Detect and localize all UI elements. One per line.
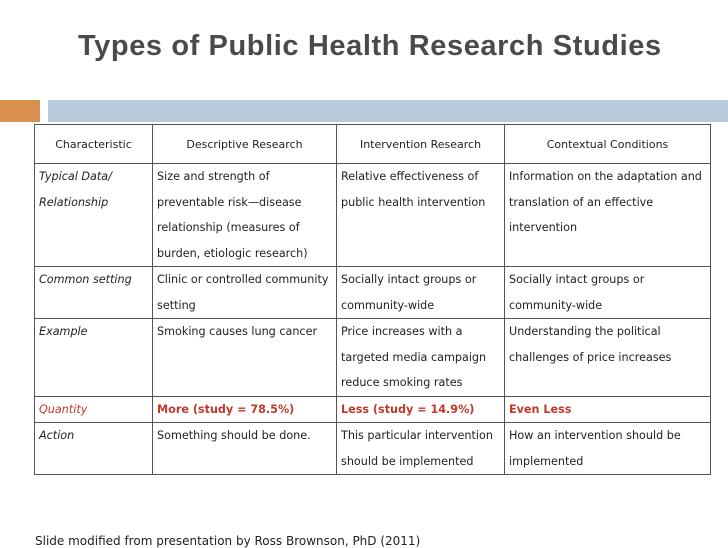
- header-characteristic: Characteristic: [35, 125, 153, 164]
- accent-bar: [0, 100, 40, 122]
- table-cell: [505, 164, 711, 267]
- slide-footer-credit: Slide modified from presentation by Ross Brownson, PhD (2011): [35, 534, 421, 548]
- cell-text: Clinic or controlled community setting: [157, 273, 329, 312]
- cell-text: Understanding the political challenges of price increases: [509, 325, 672, 364]
- cell-text: Quantity: [39, 402, 88, 416]
- header-contextual-conditions: Contextual Conditions: [505, 125, 711, 164]
- table-row-typical-data: [35, 164, 711, 267]
- slide-title: Types of Public Health Research Studies: [78, 30, 662, 62]
- cell-text: Relative effectiveness of public health intervention: [341, 170, 486, 209]
- cell-text: Something should be done.: [157, 429, 311, 442]
- cell-text: Even Less: [509, 402, 572, 416]
- cell-text: More (study = 78.5%): [157, 402, 295, 416]
- table-cell: [505, 396, 711, 423]
- table-row-quantity: [35, 396, 711, 423]
- table-cell: [153, 396, 337, 423]
- cell-text: Smoking causes lung cancer: [157, 325, 318, 338]
- table-cell: [337, 267, 505, 319]
- table-cell: [153, 319, 337, 397]
- cell-text: Less (study = 14.9%): [341, 402, 475, 416]
- table-cell: [153, 164, 337, 267]
- research-types-table: [34, 124, 711, 475]
- table-cell: [337, 164, 505, 267]
- cell-text: Typical Data/ Relationship: [39, 170, 112, 209]
- divider-gap: [40, 100, 48, 122]
- table-cell: [337, 319, 505, 397]
- header-descriptive-research: Descriptive Research: [153, 125, 337, 164]
- cell-text: Price increases with a targeted media campaign reduce smoking rates: [341, 325, 487, 389]
- cell-text: Example: [39, 325, 88, 338]
- row-label: [35, 267, 153, 319]
- table-cell: [505, 319, 711, 397]
- row-label: [35, 396, 153, 423]
- table-cell: [153, 267, 337, 319]
- row-label: [35, 423, 153, 475]
- cell-text: Socially intact groups or community-wide: [509, 273, 645, 312]
- table-row-common-setting: [35, 267, 711, 319]
- table-cell: [505, 267, 711, 319]
- cell-text: How an intervention should be implemented: [509, 429, 681, 468]
- table-cell: [337, 423, 505, 475]
- cell-text: Common setting: [39, 273, 132, 286]
- row-label: [35, 319, 153, 397]
- title-rule-bar: [48, 100, 728, 122]
- table-cell: [505, 423, 711, 475]
- table-header-row: [35, 125, 711, 164]
- cell-text: This particular intervention should be implemented: [341, 429, 493, 468]
- cell-text: Size and strength of preventable risk—disease relationship (measures of burden, etiologic research): [157, 170, 308, 260]
- cell-text: Action: [39, 429, 75, 442]
- table-cell: [337, 396, 505, 423]
- cell-text: Information on the adaptation and translation of an effective intervention: [509, 170, 702, 234]
- cell-text: Socially intact groups or community-wide: [341, 273, 477, 312]
- row-label: [35, 164, 153, 267]
- header-intervention-research: Intervention Research: [337, 125, 505, 164]
- table-cell: [153, 423, 337, 475]
- table-row-example: [35, 319, 711, 397]
- table-row-action: [35, 423, 711, 475]
